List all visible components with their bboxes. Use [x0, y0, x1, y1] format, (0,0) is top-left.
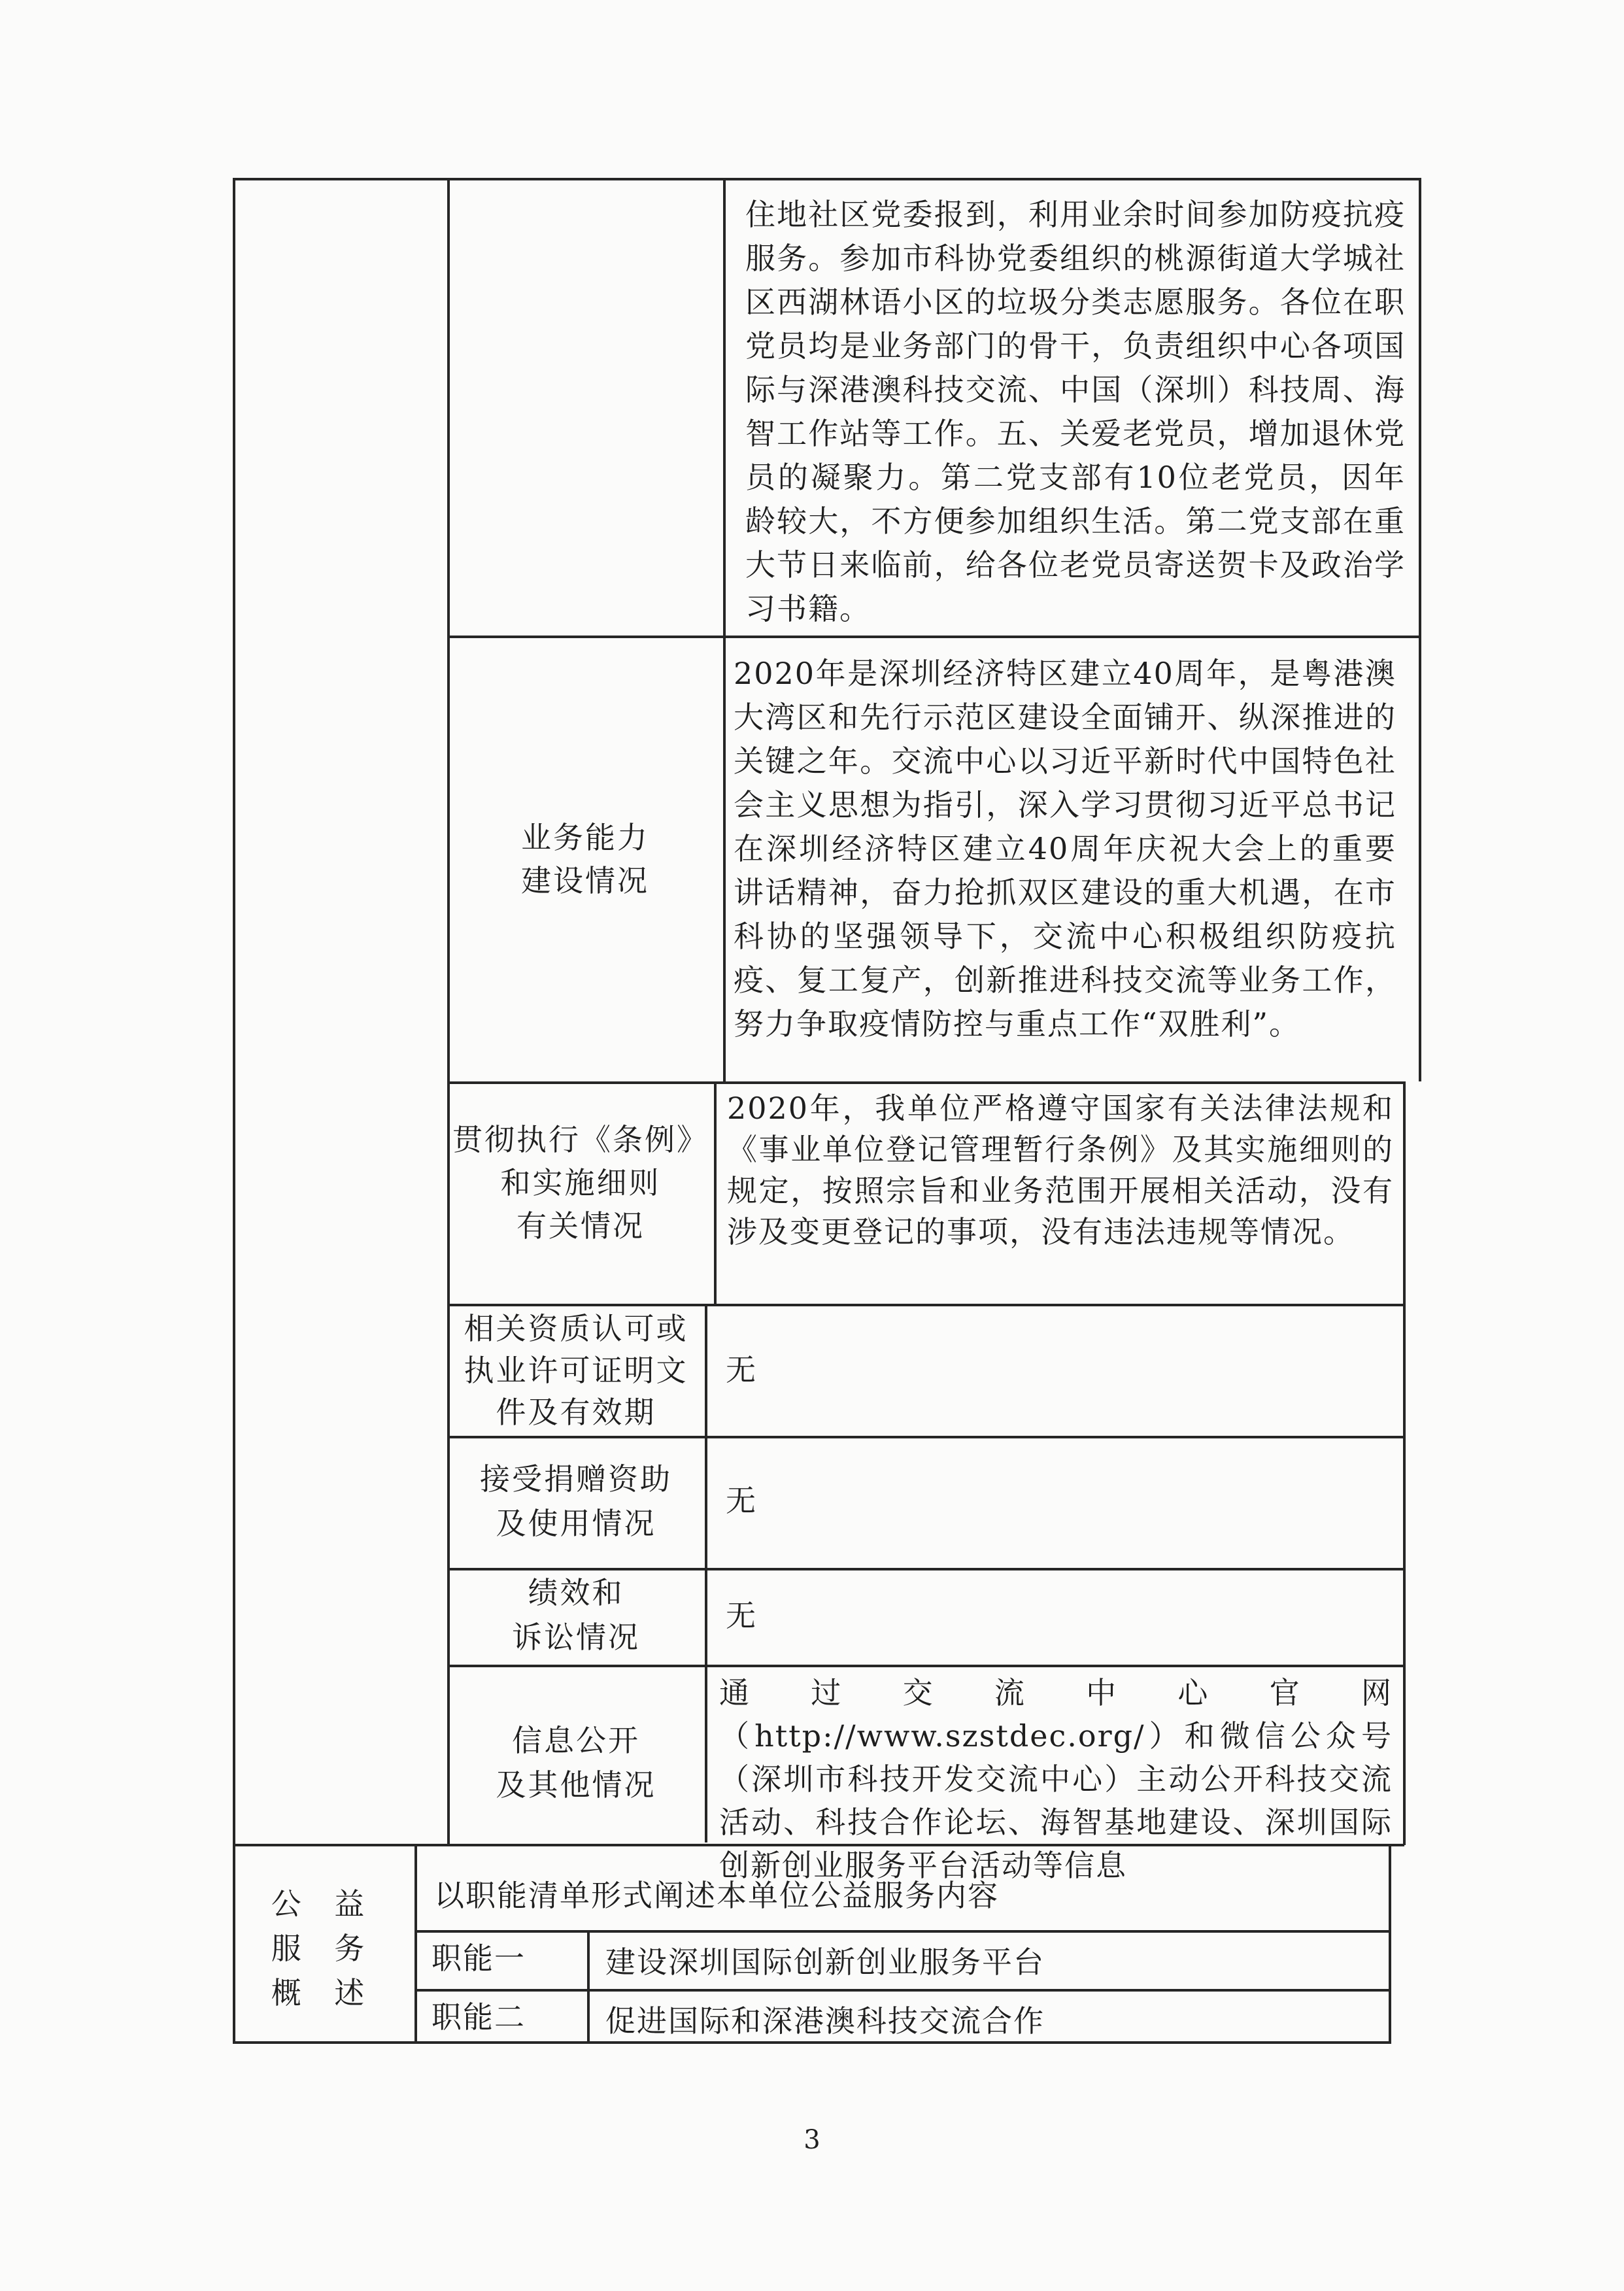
function-row-separator: [414, 1989, 1390, 1992]
function-1-name: 职能一: [431, 1941, 526, 1976]
section-column-divider-lower: [414, 1844, 417, 2044]
donation-label: 接受捐赠资助 及使用情况: [480, 1461, 672, 1541]
row-separator: [447, 636, 1421, 638]
right-border-2: [1403, 1081, 1406, 1845]
right-border-1: [1419, 178, 1421, 1081]
performance-litigation-value: 无: [726, 1598, 757, 1633]
function-row-separator: [414, 1930, 1390, 1933]
row-separator: [447, 1304, 1406, 1306]
function-1-content: 建设深圳国际创新创业服务平台: [605, 1944, 1045, 1980]
donation-value: 无: [726, 1483, 757, 1518]
regulation-compliance-text: 2020年，我单位严格遵守国家有关法律法规和《事业单位登记管理暂行条例》及其实施细则的规定，按照宗旨和业务范围开展相关活动，没有涉及变更登记的事项，没有违法违规等情况。: [727, 1091, 1394, 1249]
disclosure-label: 信息公开 及其他情况: [496, 1723, 656, 1803]
party-building-text: 住地社区党委报到，利用业余时间参加防疫抗疫服务。参加市科协党委组织的桃源街道大学城社区西湖林语小区的垃圾分类志愿服务。各位在职党员均是业务部门的骨干，负责组织中心各项国际与深港澳科技交流、中国（深圳）科技周、海智工作站等工作。五、关爱老党员，增加退休党员的凝聚力。第二党支部有10位老党员，因年龄较大，不方便参加组织生活。第二党支部在重大节日来临前，给各位老党员寄送贺卡及政治学习书籍。: [745, 197, 1406, 626]
qualification-value: 无: [726, 1352, 757, 1387]
table-top-border: [233, 178, 1421, 180]
public-service-intro: 以职能清单形式阐述本单位公益服务内容: [434, 1878, 999, 1913]
table-left-border: [233, 178, 235, 2044]
label-content-divider-3: [705, 1304, 707, 1842]
function-2-name: 职能二: [431, 1999, 526, 2035]
performance-litigation-label: 绩效和 诉讼情况: [512, 1575, 640, 1655]
page-number: 3: [804, 2125, 820, 2155]
qualification-label: 相关资质认可或 执业许可证明文 件及有效期: [464, 1311, 688, 1430]
business-capacity-text: 2020年是深圳经济特区建立40周年，是粤港澳大湾区和先行示范区建设全面铺开、纵深推进的关键之年。交流中心以习近平新时代中国特色社会主义思想为指引，深入学习贯彻习近平总书记在深圳经济特区建立40周年庆祝大会上的重要讲话精神，奋力抢抓双区建设的重大机遇，在市科协的坚强领导下，交流中心积极组织防疫抗疫、复工复产，创新推进科技交流等业务工作，努力争取疫情防控与重点工作“双胜利”。: [734, 656, 1396, 1042]
regulation-compliance-label: 贯彻执行《条例》 和实施细则 有关情况: [452, 1122, 709, 1244]
public-service-section-label: 公 益 服 务 概 述: [271, 1886, 377, 2011]
function-2-content: 促进国际和深港澳科技交流合作: [605, 2003, 1045, 2039]
business-capacity-label: 业务能力 建设情况: [521, 820, 649, 898]
label-content-divider-2: [714, 1081, 717, 1306]
row-separator: [447, 1436, 1406, 1438]
function-name-divider: [587, 1930, 590, 2043]
disclosure-text: 通过交流中心官网（http://www.szstdec.org/）和微信公众号（深圳市科技开发交流中心）主动公开科技交流活动、科技合作论坛、海智基地建设、深圳国际创新创业服务平台活动等信息: [719, 1675, 1393, 1883]
row-separator: [447, 1081, 1406, 1084]
row-separator: [447, 1665, 1406, 1667]
label-content-divider-1: [723, 178, 726, 1084]
